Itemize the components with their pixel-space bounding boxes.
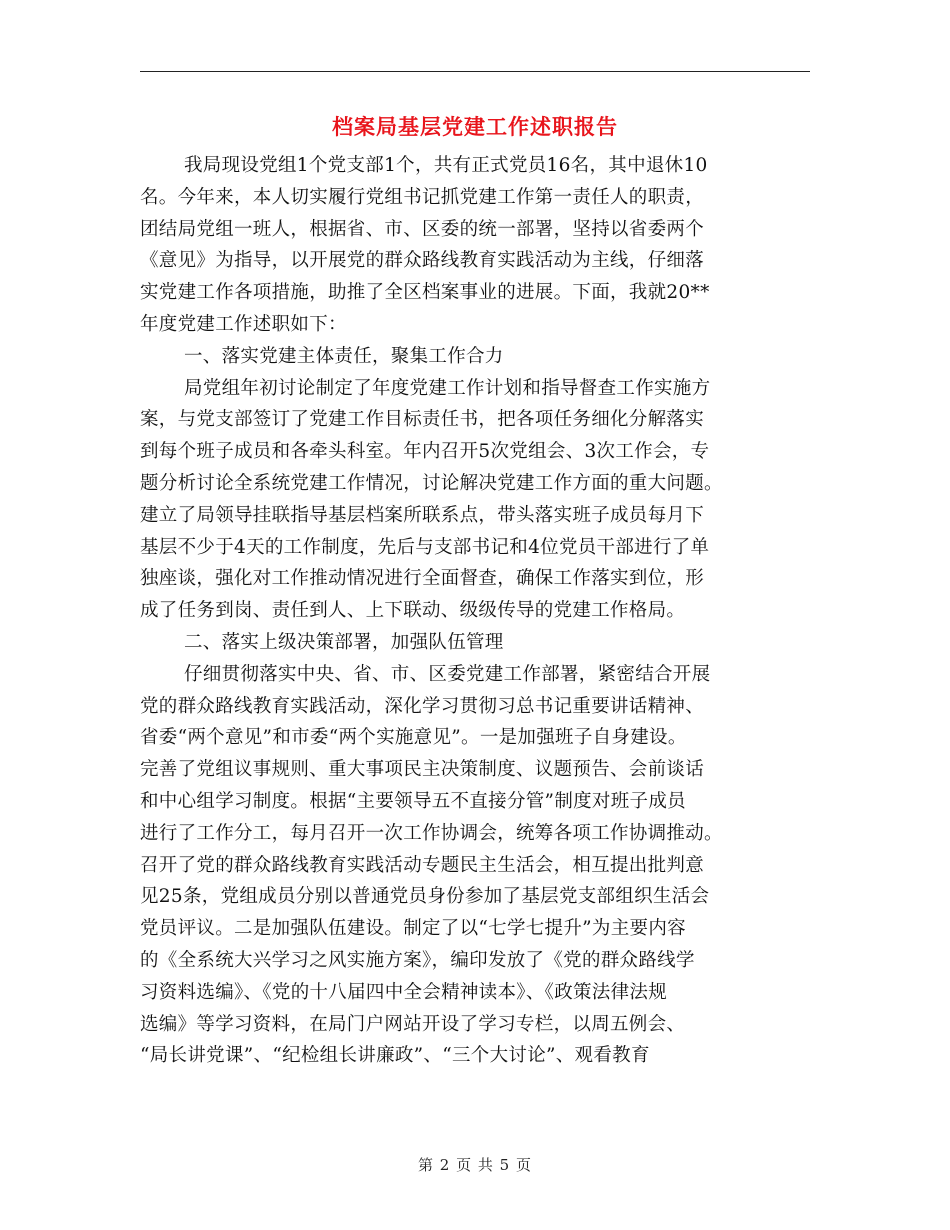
body-text-line: 到每个班子成员和各牵头科室。年内召开5次党组会、3次工作会，专 [140, 441, 710, 463]
body-text-line: 习资料选编》、《党的十八届四中全会精神读本》、《政策法律法规 [140, 981, 668, 1003]
body-text-line: 党的群众路线教育实践活动，深化学习贯彻习总书记重要讲话精神、 [140, 695, 705, 717]
body-text-line: 建立了局领导挂联指导基层档案所联系点，带头落实班子成员每月下 [140, 504, 705, 526]
body-text-line: 一、落实党建主体责任，聚集工作合力 [184, 345, 504, 367]
document-body [140, 150, 810, 1072]
body-text-line: 年度党建工作述职如下： [140, 313, 347, 335]
body-text-line: 名。今年来，本人切实履行党组书记抓党建工作第一责任人的职责， [140, 186, 705, 208]
body-text-line: 案，与党支部签订了党建工作目标责任书，把各项任务细化分解落实 [140, 409, 705, 431]
page-number: 第 2 页 共 5 页 [418, 1156, 532, 1174]
body-text-line: 独座谈，强化对工作推动情况进行全面督查，确保工作落实到位，形 [140, 568, 705, 590]
body-text-line: 完善了党组议事规则、重大事项民主决策制度、议题预告、会前谈话 [140, 759, 705, 781]
body-text-line: 仔细贯彻落实中央、省、市、区委党建工作部署，紧密结合开展 [184, 663, 711, 685]
body-text-line: 党员评议。二是加强队伍建设。制定了以“七学七提升”为主要内容 [140, 918, 686, 940]
body-text-line: 我局现设党组1个党支部1个，共有正式党员16名，其中退休10 [184, 155, 708, 176]
body-text-line: 和中心组学习制度。根据“主要领导五不直接分管”制度对班子成员 [140, 790, 686, 812]
body-text-line: 进行了工作分工，每月召开一次工作协调会，统筹各项工作协调推动。 [140, 822, 723, 844]
body-text-line: 省委“两个意见”和市委“两个实施意见”。一是加强班子自身建设。 [140, 727, 687, 749]
header-rule [140, 71, 810, 72]
body-text-line: “局长讲党课”、“纪检组长讲廉政”、“三个大讨论”、观看教育 [140, 1045, 650, 1067]
body-text-line: 局党组年初讨论制定了年度党建工作计划和指导督查工作实施方 [184, 377, 711, 399]
body-text-line: 实党建工作各项措施，助推了全区档案事业的进展。下面，我就20** [140, 282, 710, 304]
body-text-line: 二、落实上级决策部署，加强队伍管理 [184, 631, 504, 653]
body-text-line: 召开了党的群众路线教育实践活动专题民主生活会，相互提出批判意 [140, 854, 705, 876]
body-text-line: 题分析讨论全系统党建工作情况，讨论解决党建工作方面的重大问题。 [140, 472, 723, 494]
document-title: 档案局基层党建工作述职报告 [332, 115, 618, 139]
body-text-line: 选编》等学习资料，在局门户网站开设了学习专栏，以周五例会、 [140, 1013, 686, 1035]
body-text-line: 见25条，党组成员分别以普通党员身份参加了基层党支部组织生活会 [140, 886, 710, 908]
body-text-line: 成了任务到岗、责任到人、上下联动、级级传导的党建工作格局。 [140, 600, 686, 622]
body-text-line: 基层不少于4天的工作制度，先后与支部书记和4位党员干部进行了单 [140, 536, 710, 558]
body-text-line: 《意见》为指导，以开展党的群众路线教育实践活动为主线，仔细落 [140, 250, 705, 272]
body-text-line: 的《全系统大兴学习之风实施方案》，编印发放了《党的群众路线学 [140, 949, 695, 971]
body-text-line: 团结局党组一班人，根据省、市、区委的统一部署，坚持以省委两个 [140, 218, 705, 240]
